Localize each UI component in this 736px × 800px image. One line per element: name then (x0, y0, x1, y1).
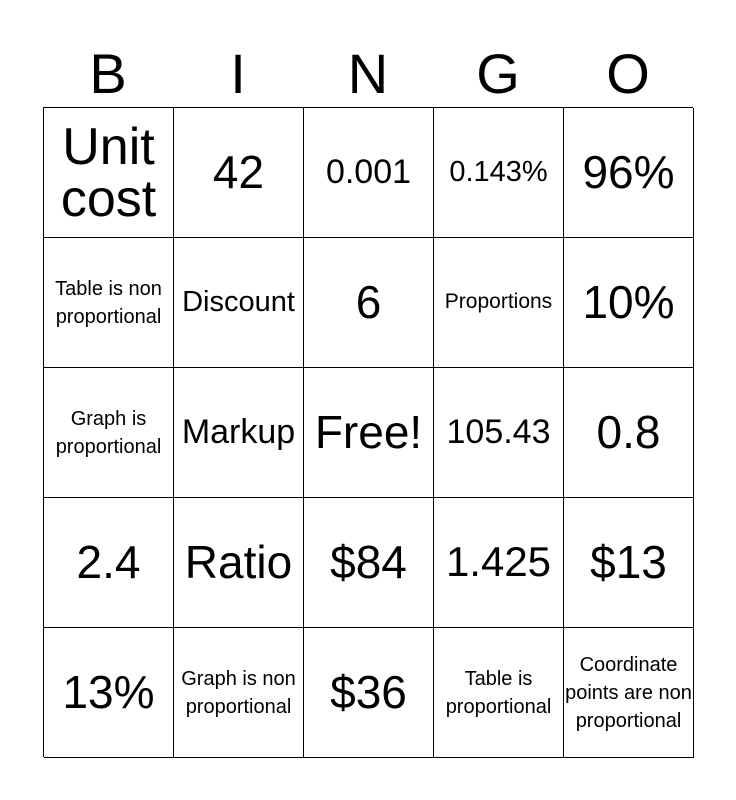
bingo-cell: 6 (304, 238, 434, 368)
bingo-cell: Graph is non proportional (174, 628, 304, 758)
bingo-cell: 13% (44, 628, 174, 758)
header-letter-o: O (606, 42, 650, 105)
header-letter-g: G (476, 42, 520, 105)
bingo-cell: 0.143% (434, 108, 564, 238)
bingo-cell: 105.43 (434, 368, 564, 498)
bingo-cell: $84 (304, 498, 434, 628)
bingo-cell: Coordinate points are non proportional (564, 628, 694, 758)
header-letter-b: B (89, 42, 127, 105)
bingo-cell: 42 (174, 108, 304, 238)
bingo-cell: Ratio (174, 498, 304, 628)
bingo-cell: Table is non proportional (44, 238, 174, 368)
free-space-cell: Free! (304, 368, 434, 498)
bingo-cell: $13 (564, 498, 694, 628)
bingo-cell: Unit cost (44, 108, 174, 238)
header-letter-i: I (230, 42, 246, 105)
bingo-cell: 0.8 (564, 368, 694, 498)
bingo-cell: 0.001 (304, 108, 434, 238)
bingo-cell: 2.4 (44, 498, 174, 628)
header-letter-n: N (347, 42, 389, 105)
bingo-cell: 1.425 (434, 498, 564, 628)
bingo-cell: Markup (174, 368, 304, 498)
bingo-board (43, 107, 693, 757)
bingo-header (43, 42, 693, 106)
bingo-cell: 96% (564, 108, 694, 238)
bingo-cell: $36 (304, 628, 434, 758)
bingo-cell: Proportions (434, 238, 564, 368)
bingo-cell: Discount (174, 238, 304, 368)
bingo-cell: 10% (564, 238, 694, 368)
bingo-cell: Graph is proportional (44, 368, 174, 498)
bingo-cell: Table is proportional (434, 628, 564, 758)
